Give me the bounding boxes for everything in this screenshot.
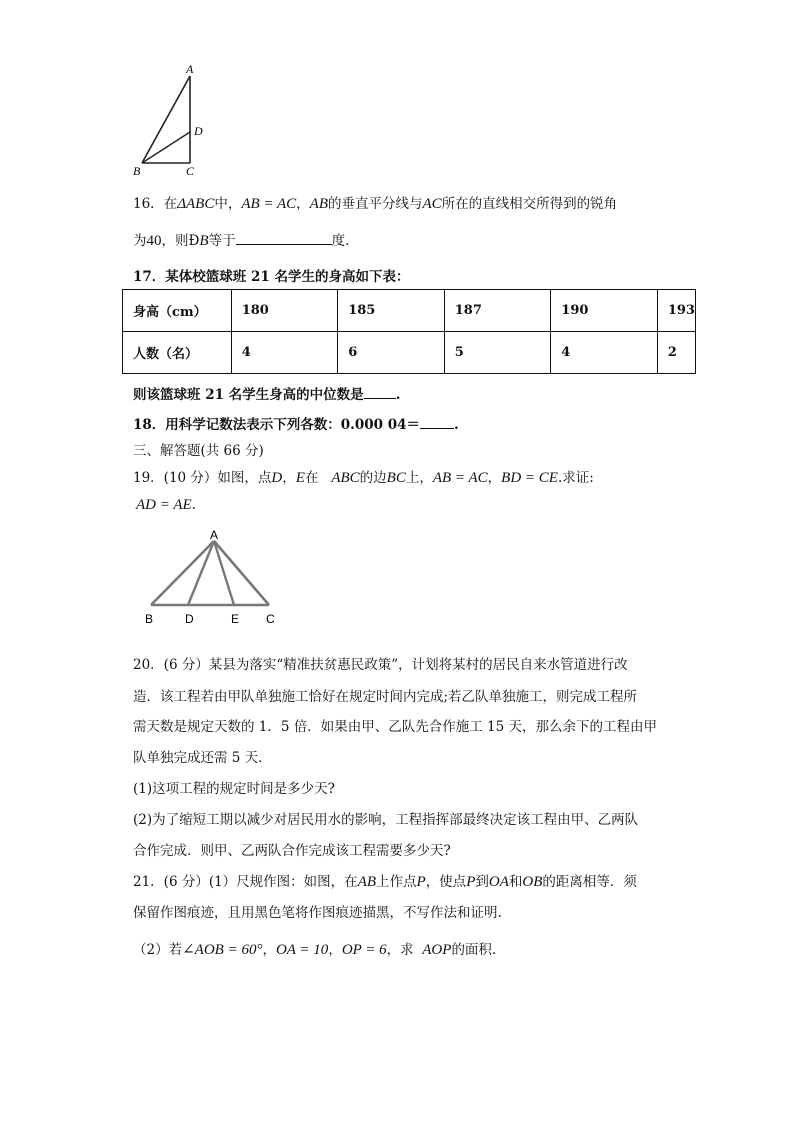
table-row: [123, 332, 696, 374]
q17-median-text: 则该篮球班 21 名学生身高的中位数是: [133, 387, 364, 403]
q19-equation: BD = CE: [501, 470, 558, 486]
table-cell: 2: [657, 332, 695, 374]
point-label-b: B: [145, 612, 154, 626]
q21-point-p: P: [466, 874, 476, 890]
vertex-label-b: B: [133, 164, 141, 178]
q19-side-bc: BC: [386, 470, 406, 486]
q21-text: ，使点: [425, 874, 467, 890]
triangle-bdec-figure: [140, 527, 290, 627]
q20-sub2-line1: (2)为了缩短工期以减少对居民用水的影响，工程指挥部最终决定该工程由甲、乙两队: [133, 812, 639, 828]
q16-answer-blank[interactable]: [236, 244, 332, 245]
point-label-e: E: [231, 612, 240, 626]
table-cell: 6: [338, 332, 445, 374]
q16-angle-value: 40: [146, 233, 162, 249]
table-cell: 187: [444, 290, 551, 332]
table-cell: 193: [657, 290, 695, 332]
q17-answer-blank[interactable]: [364, 398, 396, 399]
q21-text: （2）若: [133, 942, 183, 958]
q21-ray-oa: OA: [488, 874, 509, 890]
q21-triangle: AOP: [422, 942, 452, 958]
section-title: 三、解答题(共 66 分): [133, 443, 264, 459]
q17-period: .: [395, 387, 401, 403]
q18-answer-blank[interactable]: [420, 428, 454, 429]
q19-equation: AB = AC: [432, 470, 488, 486]
q19-text: ，: [487, 470, 502, 486]
point-label-d: D: [185, 612, 194, 626]
q21-angle: ∠AOB = 60°: [182, 942, 263, 958]
q21-text: 的面积.: [451, 942, 497, 958]
q17-median-question: [133, 383, 400, 403]
q21-text: ，求: [386, 942, 414, 958]
q16-triangle: ΔABC: [177, 196, 215, 212]
vertex-label-c: C: [186, 164, 195, 178]
q19-triangle: ABC: [331, 470, 360, 486]
q19-line1: [133, 466, 594, 487]
q21-text: 到: [475, 874, 489, 890]
q21-line1: [133, 870, 637, 891]
table-row: [123, 290, 696, 332]
q19-text: ，: [282, 470, 296, 486]
q21-line3: [133, 938, 496, 959]
point-label-c: C: [266, 612, 275, 626]
q20-line3: 需天数是规定天数的 1．5 倍．如果由甲、乙队先合作施工 15 天，那么余下的工程由甲: [133, 719, 658, 735]
q21-text: ，: [328, 942, 342, 958]
table-cell: 185: [338, 290, 445, 332]
q16-text: 在: [163, 196, 178, 212]
q21-equation: OP = 6: [341, 942, 387, 958]
q18-question: 18．用科学记数法表示下列各数：0.000 04＝: [133, 417, 421, 433]
q21-line2: 保留作图痕迹，且用黑色笔将作图痕迹描黑，不写作法和证明.: [133, 905, 502, 921]
q19-point-e: E: [295, 470, 305, 486]
q20-sub2-line2: 合作完成．则甲、乙两队合作完成该工程需要多少天?: [133, 843, 451, 859]
q18-text: [133, 413, 459, 433]
q16-text: 为: [133, 233, 147, 249]
q16-text: 中，: [214, 196, 242, 212]
q21-equation: OA = 10: [275, 942, 329, 958]
q16-text: 所在的直线相交所得到的锐角: [441, 196, 618, 212]
table-cell: 180: [231, 290, 338, 332]
q16-text: 的垂直平分线与: [328, 196, 423, 212]
q18-period: .: [454, 417, 459, 433]
q21-text: 的距离相等．须: [542, 874, 637, 890]
point-label-a: A: [210, 528, 219, 542]
q19-text: .: [191, 497, 196, 513]
q16-segment-ac: AC: [422, 196, 442, 212]
vertex-label-d: D: [194, 124, 203, 138]
q19-text: 上，: [405, 470, 433, 486]
q19-text: 在: [304, 470, 319, 486]
q21-text: 21．(6 分）(1）尺规作图：如图，在: [133, 874, 358, 890]
table-cell: 5: [444, 332, 551, 374]
q16-text: ，: [296, 196, 310, 212]
q19-point-d: D: [271, 470, 283, 486]
q21-segment-ab: AB: [357, 874, 377, 890]
q21-point-p: P: [416, 874, 426, 890]
table-cell: 4: [231, 332, 338, 374]
q20-sub1: (1)这项工程的规定时间是多少天?: [133, 781, 335, 797]
q16-text: ，则Ð: [161, 233, 200, 249]
table-cell: 4: [551, 332, 658, 374]
triangle-abc-figure: [128, 62, 218, 180]
q16-equation: AB = AC: [241, 196, 297, 212]
q20-line1: 20．(6 分）某县为落实“精准扶贫惠民政策”，计划将某村的居民自来水管道进行改: [133, 657, 628, 673]
table-cell: 190: [551, 290, 658, 332]
table-cell: 人数（名）: [123, 332, 232, 374]
q21-text: ，: [262, 942, 276, 958]
q16-line1: [133, 192, 617, 213]
q16-text: 等于: [208, 233, 236, 249]
q19-equation: AD = AE: [136, 497, 192, 513]
q19-text: 的边: [359, 470, 387, 486]
q21-ray-ob: OB: [522, 874, 543, 890]
q19-line2: [136, 497, 196, 514]
q21-text: 上作点: [376, 874, 417, 890]
q20-line4: 队单独完成还需 5 天．: [133, 750, 272, 766]
q20-line2: 造．该工程若由甲队单独施工恰好在规定时间内完成;若乙队单独施工，则完成工程所: [133, 689, 638, 705]
height-table: [122, 289, 696, 374]
q21-text: 和: [508, 874, 523, 890]
q16-unit: 度.: [331, 233, 350, 249]
q19-text: 19．(10 分）如图，点: [133, 470, 272, 486]
q16-line2: [133, 229, 349, 250]
q16-angle-b: B: [199, 233, 209, 249]
vertex-label-a: A: [186, 62, 194, 76]
q16-segment-ab: AB: [309, 196, 328, 212]
q16-number: 16．: [133, 196, 164, 212]
q17-text: 17．某体校篮球班 21 名学生的身高如下表：: [133, 269, 410, 285]
table-cell: 身高（cm）: [123, 290, 232, 332]
q19-text: .求证:: [557, 470, 594, 486]
